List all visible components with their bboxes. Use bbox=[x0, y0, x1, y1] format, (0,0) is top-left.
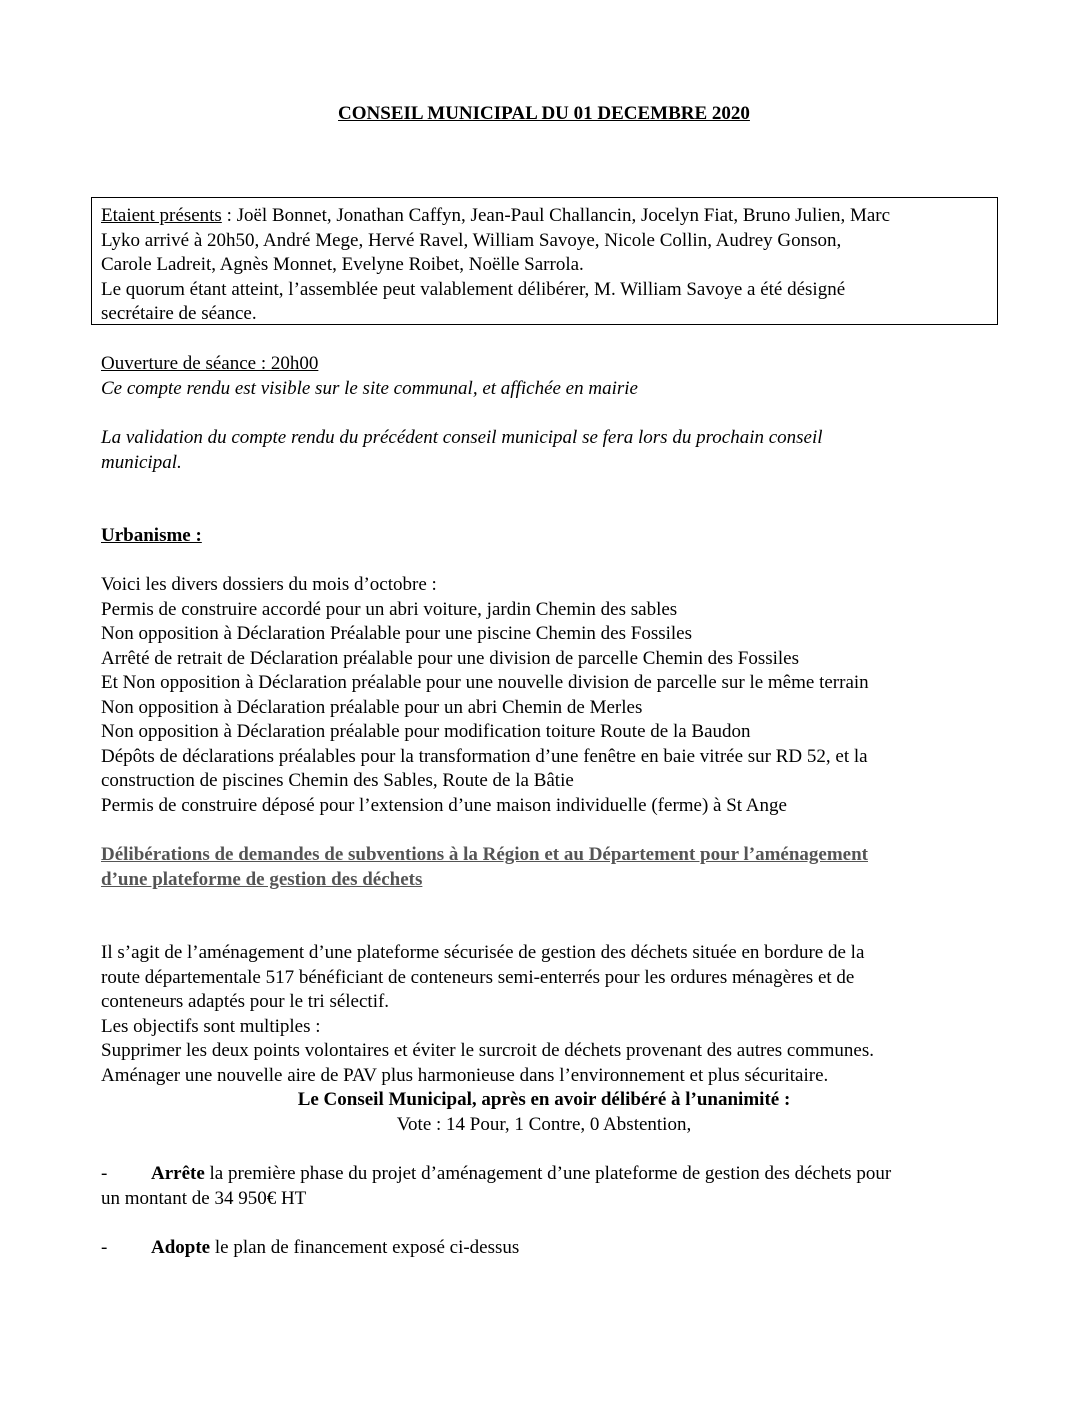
opening-section bbox=[101, 352, 1001, 401]
attendance-line-1 bbox=[101, 204, 997, 229]
attendance-box bbox=[91, 197, 998, 325]
decision-item-1 bbox=[101, 1162, 991, 1211]
attendance-separator: : bbox=[221, 205, 237, 226]
urbanisme-line: Arrêté de retrait de Déclaration préalable pour une division de parcelle Chemin des Fossiles bbox=[101, 647, 799, 669]
deliberation-line: Aménager une nouvelle aire de PAV plus harmonieuse dans l’environnement et plus sécuritaire. bbox=[101, 1064, 829, 1086]
vote-result: Vote : 14 Pour, 1 Contre, 0 Abstention, bbox=[396, 1114, 692, 1135]
publication-note: Ce compte rendu est visible sur le site communal, et affichée en mairie bbox=[101, 377, 638, 399]
council-decision: Le Conseil Municipal, après en avoir délibéré à l’unanimité : bbox=[297, 1089, 791, 1110]
validation-line-1: La validation du compte rendu du précédent conseil municipal se fera lors du prochain conseil bbox=[101, 427, 823, 448]
attendance-names-1: Joël Bonnet, Jonathan Caffyn, Jean-Paul Challancin, Jocelyn Fiat, Bruno Julien, Marc bbox=[236, 205, 891, 226]
urbanisme-list bbox=[101, 573, 1001, 818]
document-title: CONSEIL MUNICIPAL DU 01 DECEMBRE 2020 bbox=[338, 103, 750, 124]
decision-item-1-line-1 bbox=[101, 1162, 991, 1187]
urbanisme-line: Voici les divers dossiers du mois d’octobre : bbox=[101, 574, 437, 595]
deliberation-line: Supprimer les deux points volontaires et éviter le surcroit de déchets provenant des autres communes. bbox=[101, 1040, 874, 1061]
quorum-line-2: secrétaire de séance. bbox=[101, 303, 257, 324]
validation-note bbox=[101, 426, 1001, 475]
urbanisme-line: Non opposition à Déclaration préalable pour un abri Chemin de Merles bbox=[101, 696, 643, 718]
deliberation-heading-line-1: Délibérations de demandes de subventions à la Région et au Département pour l’aménagement bbox=[101, 844, 869, 865]
decision-item-2-text: le plan de financement exposé ci-dessus bbox=[210, 1237, 520, 1258]
urbanisme-line: Permis de construire accordé pour un abri voiture, jardin Chemin des sables bbox=[101, 598, 678, 620]
urbanisme-heading: Urbanisme : bbox=[101, 525, 202, 546]
decision-verb-adopte: Adopte bbox=[151, 1237, 211, 1258]
decision-item-1-text: la première phase du projet d’aménagement d’une plateforme de gestion des déchets pour bbox=[204, 1163, 892, 1184]
bullet-dash: - bbox=[101, 1237, 108, 1258]
urbanisme-line: Non opposition à Déclaration préalable pour modification toiture Route de la Baudon bbox=[101, 721, 751, 742]
deliberation-body bbox=[101, 941, 1001, 1088]
deliberation-heading-line-2: d’une plateforme de gestion des déchets bbox=[101, 868, 423, 890]
deliberation-heading bbox=[101, 843, 981, 892]
urbanisme-line: Dépôts de déclarations préalables pour la transformation d’une fenêtre en baie vitrée sur RD 52, et la bbox=[101, 745, 868, 767]
urbanisme-line: Non opposition à Déclaration Préalable pour une piscine Chemin des Fossiles bbox=[101, 623, 692, 644]
attendance-label: Etaient présents bbox=[101, 205, 222, 226]
decision-verb-arrete: Arrête bbox=[151, 1163, 205, 1184]
deliberation-line: Il s’agit de l’aménagement d’une plateforme sécurisée de gestion des déchets située en bordure de la bbox=[101, 942, 865, 963]
urbanisme-line: Et Non opposition à Déclaration préalable pour une nouvelle division de parcelle sur le même terrain bbox=[101, 672, 869, 693]
urbanisme-line: Permis de construire déposé pour l’extension d’une maison individuelle (ferme) à St Ange bbox=[101, 794, 787, 816]
deliberation-line: Les objectifs sont multiples : bbox=[101, 1015, 321, 1037]
deliberation-line: route départementale 517 bénéficiant de conteneurs semi-enterrés pour les ordures ménagères et de bbox=[101, 966, 855, 988]
quorum-line-1: Le quorum étant atteint, l’assemblée peut valablement délibérer, M. William Savoye a été désigné bbox=[101, 278, 846, 300]
urbanisme-line: construction de piscines Chemin des Sables, Route de la Bâtie bbox=[101, 770, 574, 791]
attendance-line-2: Lyko arrivé à 20h50, André Mege, Hervé Ravel, William Savoye, Nicole Collin, Audrey Gonson, bbox=[101, 229, 842, 251]
opening-label: Ouverture de séance : 20h00 bbox=[101, 353, 319, 374]
validation-line-2: municipal. bbox=[101, 451, 182, 473]
attendance-line-3: Carole Ladreit, Agnès Monnet, Evelyne Roibet, Noëlle Sarrola. bbox=[101, 254, 584, 275]
decision-item-1-line-2: un montant de 34 950€ HT bbox=[101, 1187, 307, 1209]
deliberation-line: conteneurs adaptés pour le tri sélectif. bbox=[101, 991, 390, 1012]
decision-item-2 bbox=[101, 1236, 991, 1261]
bullet-dash: - bbox=[101, 1163, 108, 1184]
